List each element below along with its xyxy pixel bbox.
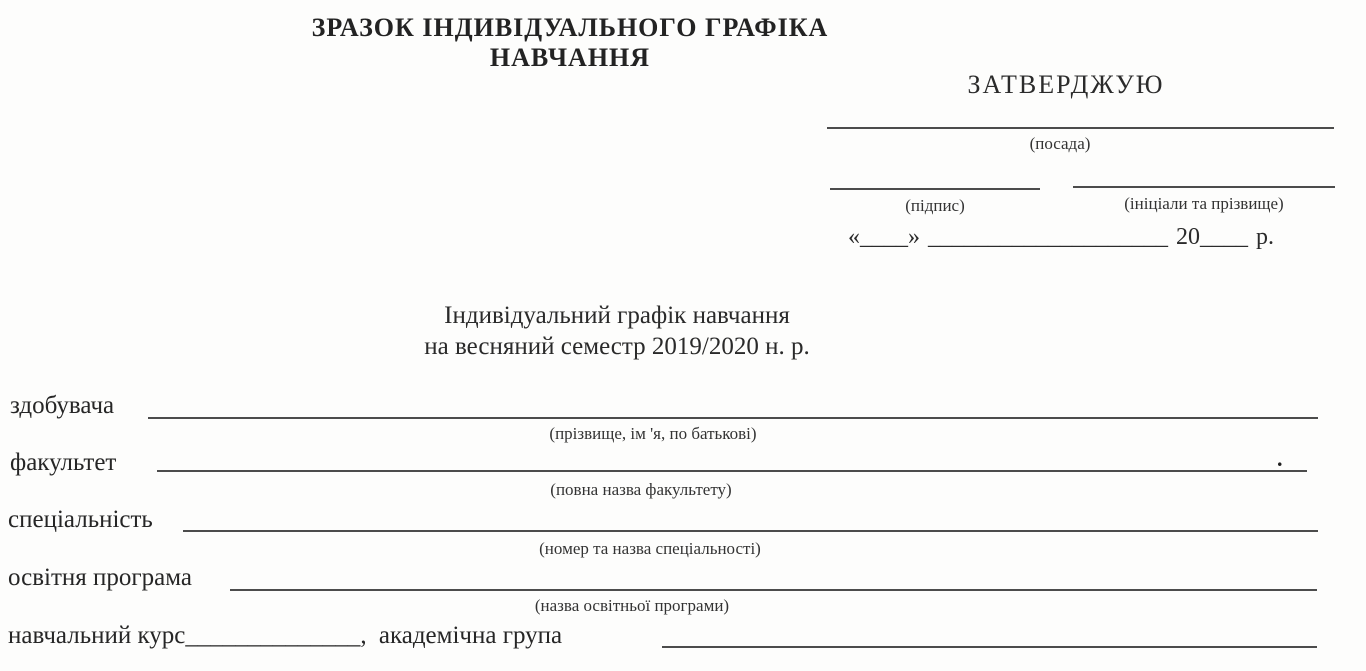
- field-label-faculty: факультет: [10, 449, 117, 476]
- name-caption: (ініціали та прізвище): [1124, 194, 1284, 213]
- field-line-faculty: [157, 470, 1307, 472]
- field-line-student: [148, 417, 1318, 419]
- field-label-student: здобувача: [10, 392, 115, 419]
- field-label-program: освітня програма: [8, 564, 192, 591]
- course-comma: ,: [360, 622, 367, 649]
- course-blank: ______________: [185, 622, 361, 649]
- field-line-program: [230, 589, 1317, 591]
- position-caption: (посада): [1029, 134, 1091, 153]
- field-label-group: академічна група: [378, 622, 563, 649]
- course-group-row: [8, 622, 562, 650]
- field-hint-faculty: (повна назва факультету): [550, 480, 732, 499]
- form-subtitle-line2: на весняний семестр 2019/2020 н. р.: [424, 333, 810, 360]
- field-hint-student: (прізвище, ім 'я, по батькові): [549, 424, 757, 443]
- position-line: [827, 127, 1334, 129]
- approve-heading: ЗАТВЕРДЖУЮ: [967, 70, 1165, 99]
- field-label-course: навчальний курс: [8, 622, 186, 649]
- date-day-blank: «____»: [848, 224, 920, 250]
- field-hint-specialty: (номер та назва спеціальності): [539, 539, 761, 558]
- date-row: [848, 224, 1274, 251]
- date-month-blank: ____________________: [928, 224, 1168, 250]
- faculty-line-period: .: [1277, 446, 1283, 471]
- name-line: [1073, 186, 1335, 188]
- form-subtitle-line1: Індивідуальний графік навчання: [444, 302, 790, 329]
- date-year-suffix: р.: [1256, 224, 1274, 250]
- field-hint-program: (назва освітньої програми): [534, 596, 730, 615]
- field-line-group: [662, 646, 1317, 648]
- date-year-blank: 20____: [1176, 224, 1248, 250]
- field-label-specialty: спеціальність: [8, 506, 153, 533]
- document-title: ЗРАЗОК ІНДИВІДУАЛЬНОГО ГРАФІКА НАВЧАННЯ: [311, 13, 829, 72]
- signature-line: [830, 188, 1040, 190]
- signature-caption: (підпис): [905, 196, 965, 215]
- field-line-specialty: [183, 530, 1318, 532]
